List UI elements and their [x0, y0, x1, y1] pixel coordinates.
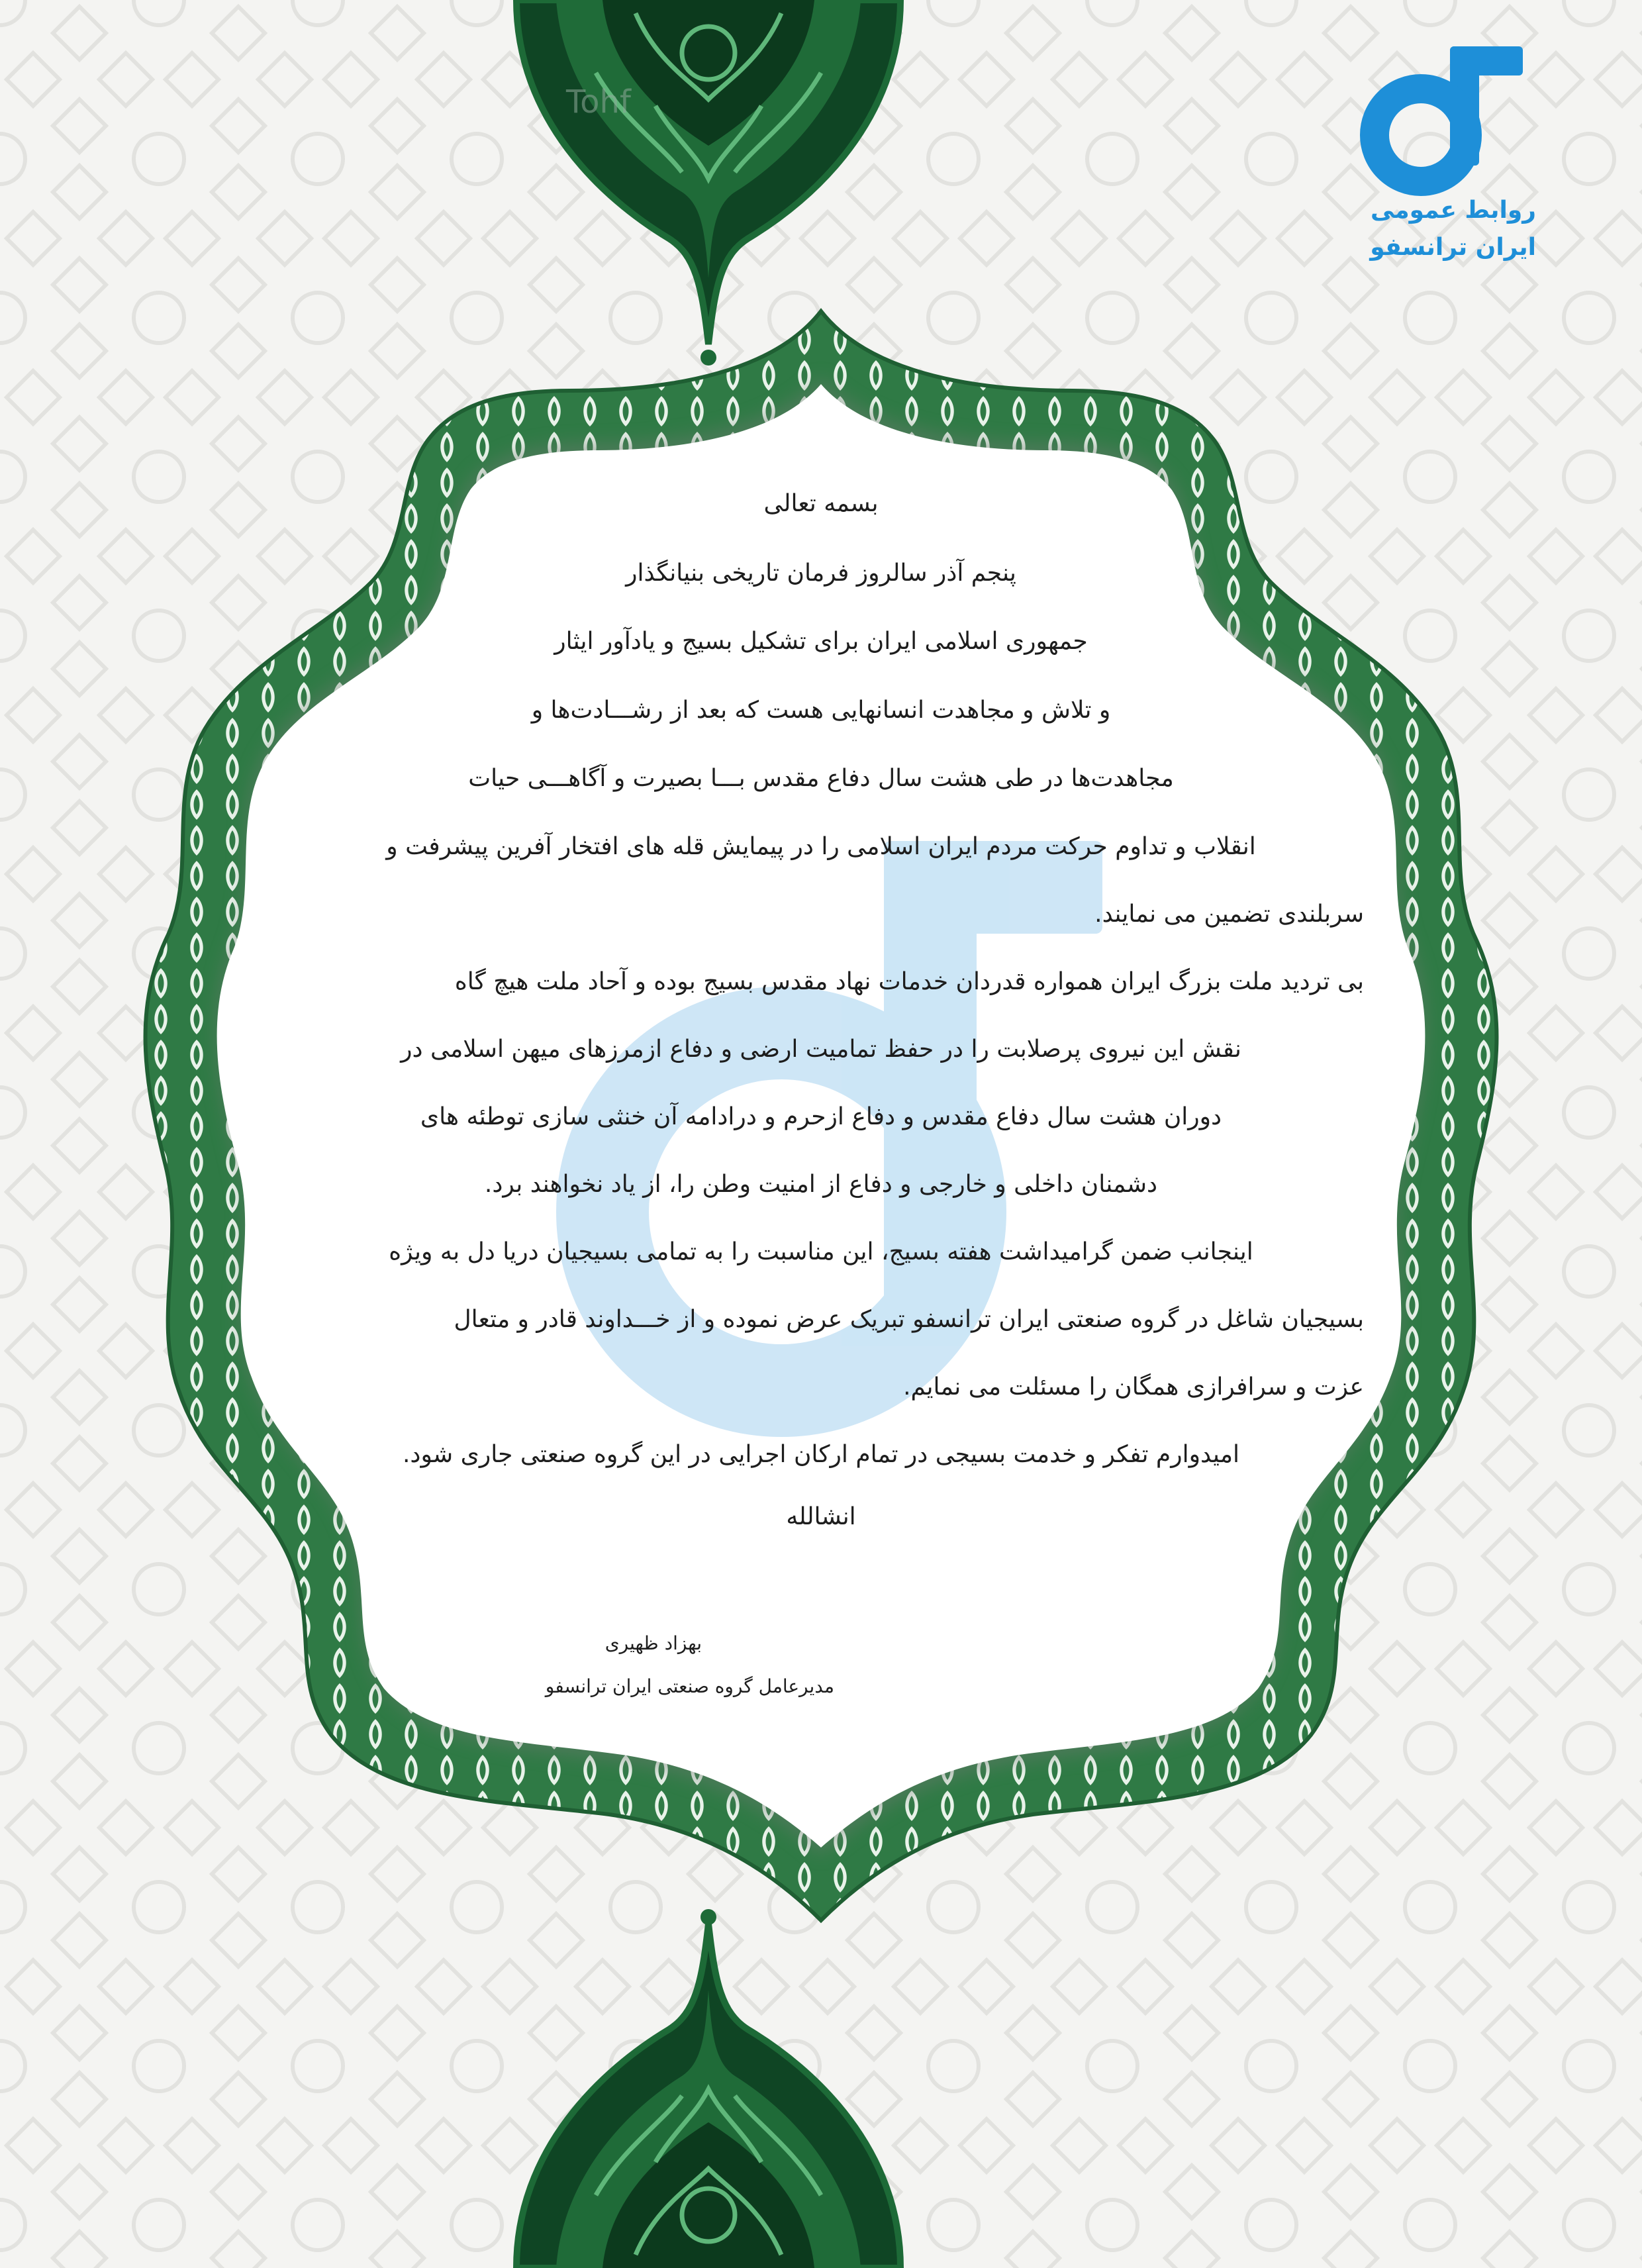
letter-line: امیدوارم تفکر و خدمت بسیجی در تمام ارکان اجرایی در این گروه صنعتی جاری شود. [402, 1441, 1240, 1468]
letter-line: عزت و سرافرازی همگان را مسئلت می نمایم. [903, 1373, 1364, 1401]
letter-line: پنجم آذر سالروز فرمان تاریخی بنیانگذار [626, 560, 1016, 587]
logo-caption-line2: ایران ترانسفو [1370, 234, 1536, 261]
letter-line: بی تردید ملت بزرگ ایران همواره قدردان خدمات نهاد مقدس بسیج بوده و آحاد ملت هیچ گاه [454, 968, 1364, 995]
letter-line: دشمنان داخلی و خارجی و دفاع از امنیت وطن را، از یاد نخواهند برد. [484, 1171, 1158, 1198]
letter-line: و تلاش و مجاهدت انسانهایی هست که بعد از رشـــادت‌ها و [531, 697, 1111, 724]
logo-caption [1364, 192, 1536, 266]
letter-line: نقش این نیروی پرصلابت را در حفظ تمامیت ارضی و دفاع ازمرزهای میهن اسلامی در [401, 1036, 1241, 1063]
letter-line: بسیجیان شاغل در گروه صنعتی ایران ترانسفو تبریک عرض نموده و از خـــداوند قادر و متعال [454, 1306, 1364, 1333]
signature-title: مدیرعامل گروه صنعتی ایران ترانسفو [545, 1675, 834, 1697]
logo-caption-line1: روابط عمومی [1370, 197, 1536, 224]
letter-line: مجاهدت‌ها در طی هشت سال دفاع مقدس بـــا بصیرت و آگاهـــی حیات [468, 765, 1174, 792]
svg-text:Tohf: Tohf [566, 83, 631, 121]
letter-line: اینجانب ضمن گرامیداشت هفته بسیج، این مناسبت را به تمامی بسیجیان دریا دل به ویژه [389, 1238, 1253, 1265]
letter-closing: انشالله [786, 1503, 856, 1530]
letter-opening: بسمه تعالی [763, 490, 879, 517]
letter-line: دوران هشت سال دفاع مقدس و دفاع ازحرم و درادامه آن خنثی سازی توطئه های [420, 1103, 1222, 1130]
signature-name: بهزاد ظهیری [604, 1632, 702, 1654]
letter-line: انقلاب و تداوم حرکت مردم ایران اسلامی را در پیمایش قله های افتخار آفرین پیشرفت و [386, 833, 1256, 860]
letter-line: جمهوری اسلامی ایران برای تشکیل بسیج و یادآور ایثار [554, 628, 1088, 655]
letter-line: سربلندی تضمین می نمایند. [1094, 901, 1364, 928]
